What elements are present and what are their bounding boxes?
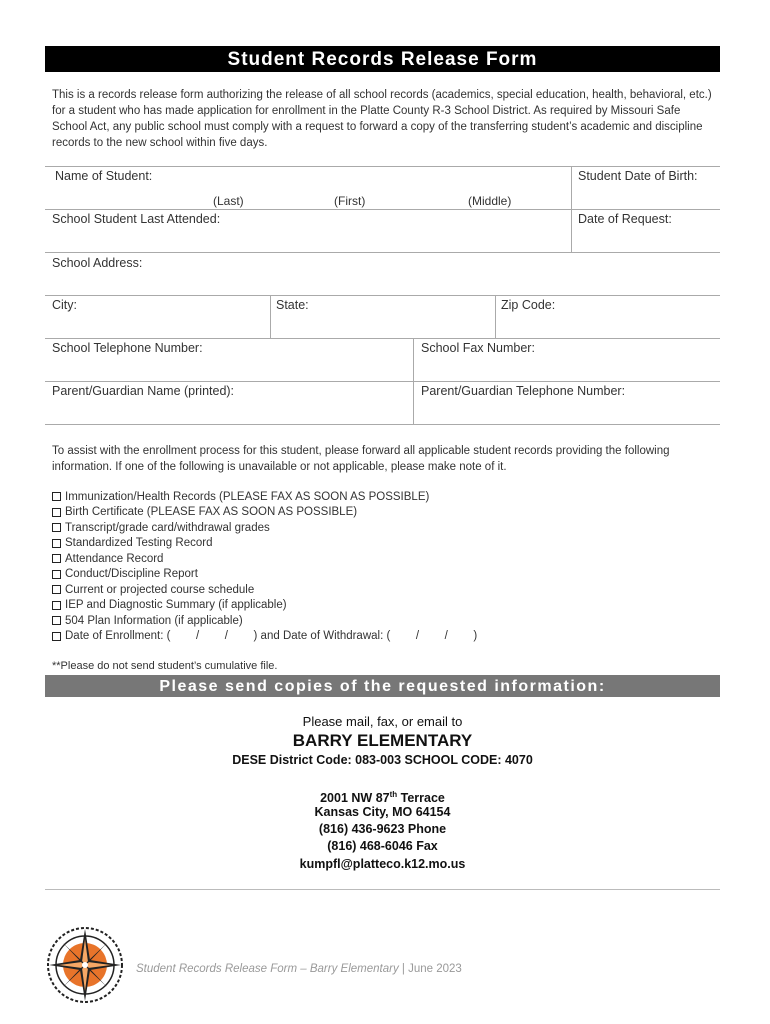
city-state-zip: Kansas City, MO 64154 bbox=[314, 805, 451, 819]
divider bbox=[45, 209, 720, 210]
school-address-label: School Address: bbox=[52, 256, 143, 270]
city-label: City: bbox=[52, 298, 77, 312]
state-label: State: bbox=[276, 298, 309, 312]
middle-name-label: (Middle) bbox=[468, 194, 512, 208]
phone-number: (816) 436-9623 Phone bbox=[318, 822, 447, 836]
checkbox[interactable] bbox=[52, 508, 61, 517]
intro-paragraph: This is a records release form authorizing the release of all school records (academics, special education, health, behavioral, etc.) for a student who has made application for enrollment in the Platte County R-3 School District. As required by Missouri Safe School Act, any public school must comply with a request to forward a copy of the transferring student’s academic and discipline records to the new school within five days. bbox=[52, 89, 712, 149]
checklist-item[interactable]: IEP and Diagnostic Summary (if applicable) bbox=[52, 598, 477, 614]
assist-paragraph: To assist with the enrollment process for this student, please forward all applicable student records providing the following information. If one of the following is unavailable or not applicable, please make note of it. bbox=[52, 445, 670, 473]
checkbox[interactable] bbox=[52, 601, 61, 610]
dese-codes: DESE District Code: 083-003 SCHOOL CODE: 4070 bbox=[232, 753, 533, 767]
divider bbox=[270, 295, 271, 338]
records-checklist bbox=[52, 489, 477, 644]
divider bbox=[495, 295, 496, 338]
divider bbox=[571, 166, 572, 252]
mail-instruction: Please mail, fax, or email to bbox=[302, 714, 463, 729]
name-of-student-label: Name of Student: bbox=[55, 169, 153, 183]
checkbox[interactable] bbox=[52, 616, 61, 625]
cumulative-file-note: **Please do not send student’s cumulative file. bbox=[52, 660, 278, 672]
divider bbox=[45, 252, 720, 253]
checklist-item[interactable]: Attendance Record bbox=[52, 551, 477, 567]
checkbox[interactable] bbox=[52, 632, 61, 641]
page-footer: Student Records Release Form – Barry Elementary | June 2023 bbox=[136, 963, 462, 975]
dob-label: Student Date of Birth: bbox=[578, 169, 698, 183]
checklist-item[interactable]: Conduct/Discipline Report bbox=[52, 567, 477, 583]
checklist-item[interactable]: 504 Plan Information (if applicable) bbox=[52, 613, 477, 629]
checklist-item[interactable]: Current or projected course schedule bbox=[52, 582, 477, 598]
fax-number: (816) 468-6046 Fax bbox=[327, 839, 438, 853]
checklist-item[interactable]: Immunization/Health Records (PLEASE FAX AS SOON AS POSSIBLE) bbox=[52, 489, 477, 505]
school-last-attended-label: School Student Last Attended: bbox=[52, 212, 221, 226]
compass-star-seal-icon bbox=[45, 925, 125, 1005]
date-of-request-label: Date of Request: bbox=[578, 212, 672, 226]
first-name-label: (First) bbox=[334, 194, 366, 208]
checkbox[interactable] bbox=[52, 570, 61, 579]
form-title: Student Records Release Form bbox=[45, 46, 720, 72]
divider bbox=[413, 338, 414, 424]
street-address: 2001 NW 87th Terrace bbox=[320, 790, 445, 806]
school-phone-label: School Telephone Number: bbox=[52, 341, 203, 355]
guardian-name-label: Parent/Guardian Name (printed): bbox=[52, 384, 235, 398]
guardian-phone-label: Parent/Guardian Telephone Number: bbox=[421, 384, 626, 398]
school-fax-label: School Fax Number: bbox=[421, 341, 535, 355]
zip-label: Zip Code: bbox=[501, 298, 556, 312]
checkbox[interactable] bbox=[52, 585, 61, 594]
checkbox[interactable] bbox=[52, 554, 61, 563]
checklist-item[interactable]: Transcript/grade card/withdrawal grades bbox=[52, 520, 477, 536]
send-copies-banner: Please send copies of the requested information: bbox=[45, 675, 720, 697]
school-name: BARRY ELEMENTARY bbox=[292, 731, 473, 750]
checkbox[interactable] bbox=[52, 492, 61, 501]
checklist-item[interactable]: Standardized Testing Record bbox=[52, 536, 477, 552]
divider bbox=[45, 166, 720, 167]
divider bbox=[45, 338, 720, 339]
email-address[interactable]: kumpfl@platteco.k12.mo.us bbox=[299, 857, 466, 871]
divider bbox=[45, 295, 720, 296]
checklist-item[interactable]: Date of Enrollment: ( / / ) and Date of Withdrawal: ( / / ) bbox=[52, 629, 477, 645]
divider bbox=[45, 424, 720, 425]
divider bbox=[45, 381, 720, 382]
divider bbox=[45, 889, 720, 890]
checklist-item[interactable]: Birth Certificate (PLEASE FAX AS SOON AS POSSIBLE) bbox=[52, 505, 477, 521]
last-name-label: (Last) bbox=[213, 194, 244, 208]
checkbox[interactable] bbox=[52, 523, 61, 532]
checkbox[interactable] bbox=[52, 539, 61, 548]
